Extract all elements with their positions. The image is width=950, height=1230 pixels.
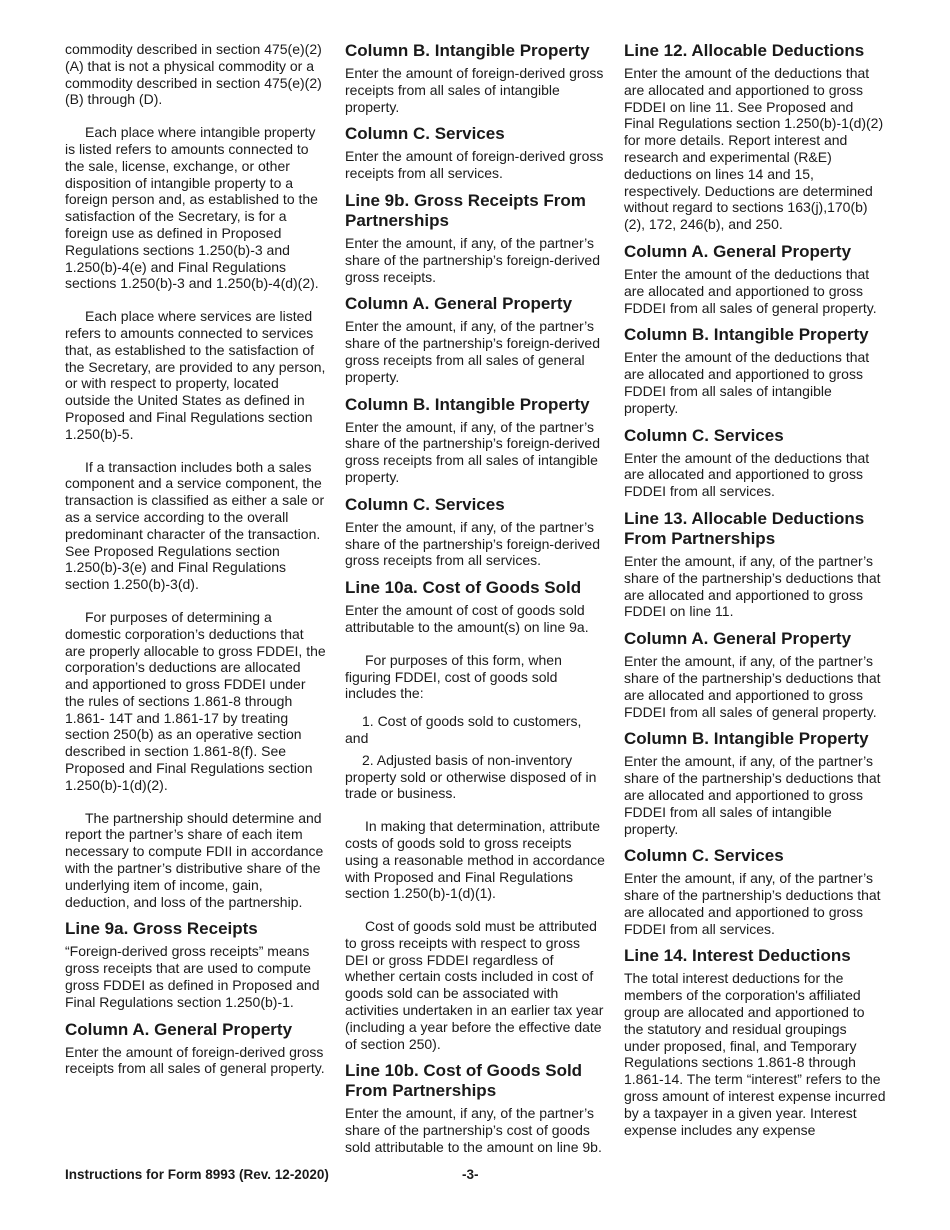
heading-13-column-c: Column C. Services	[624, 846, 784, 866]
paragraph-transaction: If a transaction includes both a sales component and a service component, the transaction is classified as either a sale or as a service according to the overall predominant character of the transaction. See Proposed Regulations section 1.250(b)-3(e) and Final Regulations section 1.250(b)-3(d).	[65, 458, 325, 593]
heading-line-10b: Line 10b. Cost of Goods Sold From Partnerships	[345, 1061, 583, 1101]
paragraph-9a-column-a: Enter the amount of foreign-derived gross receipts from all sales of general property.	[65, 1043, 325, 1077]
paragraph-9b-column-b: Enter the amount, if any, of the partner’s share of the partnership’s foreign-derived gross receipts from all sales of intangible property.	[345, 418, 601, 485]
heading-9b-column-a: Column A. General Property	[345, 294, 573, 314]
heading-line-13: Line 13. Allocable Deductions From Partnerships	[624, 508, 865, 548]
paragraph-10a-determination: In making that determination, attribute costs of goods sold to gross receipts using a reasonable method in accordance with Proposed and Final Regulations section 1.250(b)-1(d)(1).	[345, 818, 605, 902]
heading-13-column-a: Column A. General Property	[624, 629, 852, 649]
column-3	[624, 41, 886, 1138]
paragraph-deductions: For purposes of determining a domestic corporation’s deductions that are properly allocable to gross FDDEI, the corporation’s deductions are allocated and apportioned to gross FDDEI under the rules of sections 1.861-8 through 1.861- 14T and 1.861-17 by treating section 250(b) as an operative section described in section 1.861-8(f). See Proposed and Final Regulations section 1.250(b)-1(d)(2).	[65, 608, 326, 793]
list-item-2: 2. Adjusted basis of non-inventory property sold or otherwise disposed of in trade or business.	[345, 751, 597, 802]
paragraph-9b-column-a: Enter the amount, if any, of the partner’s share of the partnership’s foreign-derived gross receipts from all sales of general property.	[345, 318, 601, 385]
column-2	[345, 41, 607, 1156]
heading-12-column-c: Column C. Services	[624, 425, 784, 445]
paragraph-partnership: The partnership should determine and report the partner’s share of each item necessary to compute FDII in accordance with the partner’s distributive share of the underlying item of income, gain, deduction, and loss of the partnership.	[65, 809, 324, 910]
paragraph-intangible-property: Each place where intangible property is listed refers to amounts connected to the sale, license, exchange, or other disposition of intangible property to a foreign person and, as established to the satisfaction of the Secretary, is for a foreign use as defined in Proposed Regulations sections 1.250(b)-3 and 1.250(b)-4(e) and Final Regulations sections 1.250(b)-3 and 1.250(b)-4(d)(2).	[65, 124, 319, 292]
paragraph-commodity: commodity described in section 475(e)(2)(A) that is not a physical commodity or a commodity described in section 475(e)(2)(B) through (D).	[65, 41, 322, 108]
heading-13-column-b: Column B. Intangible Property	[624, 729, 869, 749]
footer-form-title: Instructions for Form 8993 (Rev. 12-2020)	[65, 1167, 329, 1182]
footer-page-number: -3-	[462, 1167, 479, 1182]
paragraph-line-10a: Enter the amount of cost of goods sold attributable to the amount(s) on line 9a.	[345, 602, 589, 635]
paragraph-10a-purposes: For purposes of this form, when figuring FDDEI, cost of goods sold includes the:	[345, 651, 562, 702]
paragraph-9b-column-c: Enter the amount, if any, of the partner’s share of the partnership’s foreign-derived gross receipts from all services.	[345, 518, 601, 569]
heading-12-column-b: Column B. Intangible Property	[624, 325, 869, 345]
paragraph-13-column-b: Enter the amount, if any, of the partner’s share of the partnership’s deductions that are allocated and apportioned to gross FDDEI from all sales of intangible property.	[624, 753, 881, 837]
paragraph-9a-column-b: Enter the amount of foreign-derived gross receipts from all sales of intangible property.	[345, 65, 604, 115]
paragraph-line-10b: Enter the amount, if any, of the partner’s share of the partnership’s cost of goods sold attributable to the amount on line 9b.	[345, 1105, 602, 1156]
heading-line-9b: Line 9b. Gross Receipts From Partnerships	[345, 190, 586, 230]
paragraph-13-column-c: Enter the amount, if any, of the partner’s share of the partnership’s deductions that are allocated and apportioned to gross FDDEI from all services.	[624, 870, 881, 937]
column-1	[65, 41, 327, 1077]
heading-line-14: Line 14. Interest Deductions	[624, 946, 851, 966]
paragraph-13-column-a: Enter the amount, if any, of the partner’s share of the partnership’s deductions that are allocated and apportioned to gross FDDEI from all sales of general property.	[624, 653, 881, 720]
heading-line-10a: Line 10a. Cost of Goods Sold	[345, 578, 582, 598]
paragraph-10a-cogs: Cost of goods sold must be attributed to gross receipts with respect to gross DEI or gross FDDEI regardless of whether certain costs included in cost of goods sold can be associated with activities undertaken in an earlier tax year (including a year before the effective date of section 250).	[345, 918, 604, 1052]
list-item-1: 1. Cost of goods sold to customers, and	[345, 713, 582, 746]
paragraph-line-9a: “Foreign-derived gross receipts” means gross receipts that are used to compute gross FDDEI as defined in Proposed and Final Regulations section 1.250(b)-1.	[65, 943, 320, 1010]
heading-9b-column-c: Column C. Services	[345, 494, 505, 514]
paragraph-12-column-b: Enter the amount of the deductions that are allocated and apportioned to gross FDDEI from all sales of intangible property.	[624, 349, 870, 416]
paragraph-services: Each place where services are listed refers to amounts connected to services that, as established to the satisfaction of the Secretary, are provided to any person, or with respect to property, located outside the United States as defined in Proposed and Final Regulations section 1.250(b)-5.	[65, 308, 326, 442]
paragraph-9a-column-c: Enter the amount of foreign-derived gross receipts from all services.	[345, 148, 604, 182]
heading-line-12: Line 12. Allocable Deductions	[624, 41, 865, 60]
heading-9a-column-c: Column C. Services	[345, 124, 505, 144]
heading-12-column-a: Column A. General Property	[624, 241, 852, 261]
heading-9a-column-a: Column A. General Property	[65, 1019, 293, 1039]
heading-9a-column-b: Column B. Intangible Property	[345, 41, 590, 60]
heading-9b-column-b: Column B. Intangible Property	[345, 394, 590, 414]
paragraph-12-column-c: Enter the amount of the deductions that are allocated and apportioned to gross FDDEI from all services.	[624, 449, 870, 500]
paragraph-line-13: Enter the amount, if any, of the partner’s share of the partnership’s deductions that are allocated and apportioned to gross FDDEI on line 11.	[624, 552, 881, 620]
heading-line-9a: Line 9a. Gross Receipts	[65, 919, 258, 939]
paragraph-12-column-a: Enter the amount of the deductions that are allocated and apportioned to gross FDDEI from all sales of general property.	[624, 265, 877, 316]
paragraph-line-12: Enter the amount of the deductions that are allocated and apportioned to gross FDDEI on line 11. See Proposed and Final Regulations section 1.250(b)-1(d)(2) for more details. Report interest and research and experimental (R&E) deductions on lines 14 and 15, respectively. Deductions are determined without regard to sections 163(j),170(b)(2), 172, 246(b), and 250.	[624, 65, 884, 233]
paragraph-line-9b: Enter the amount, if any, of the partner’s share of the partnership’s foreign-derived gross receipts.	[345, 234, 601, 285]
paragraph-line-14: The total interest deductions for the members of the corporation's affiliated group are allocated and apportioned to the statutory and residual groupings under proposed, final, and Temporary Regulations sections 1.861-8 through 1.861-14. The term “interest” refers to the gross amount of interest expense incurred by a taxpayer in a given year. Interest expense includes any expense	[624, 970, 886, 1138]
